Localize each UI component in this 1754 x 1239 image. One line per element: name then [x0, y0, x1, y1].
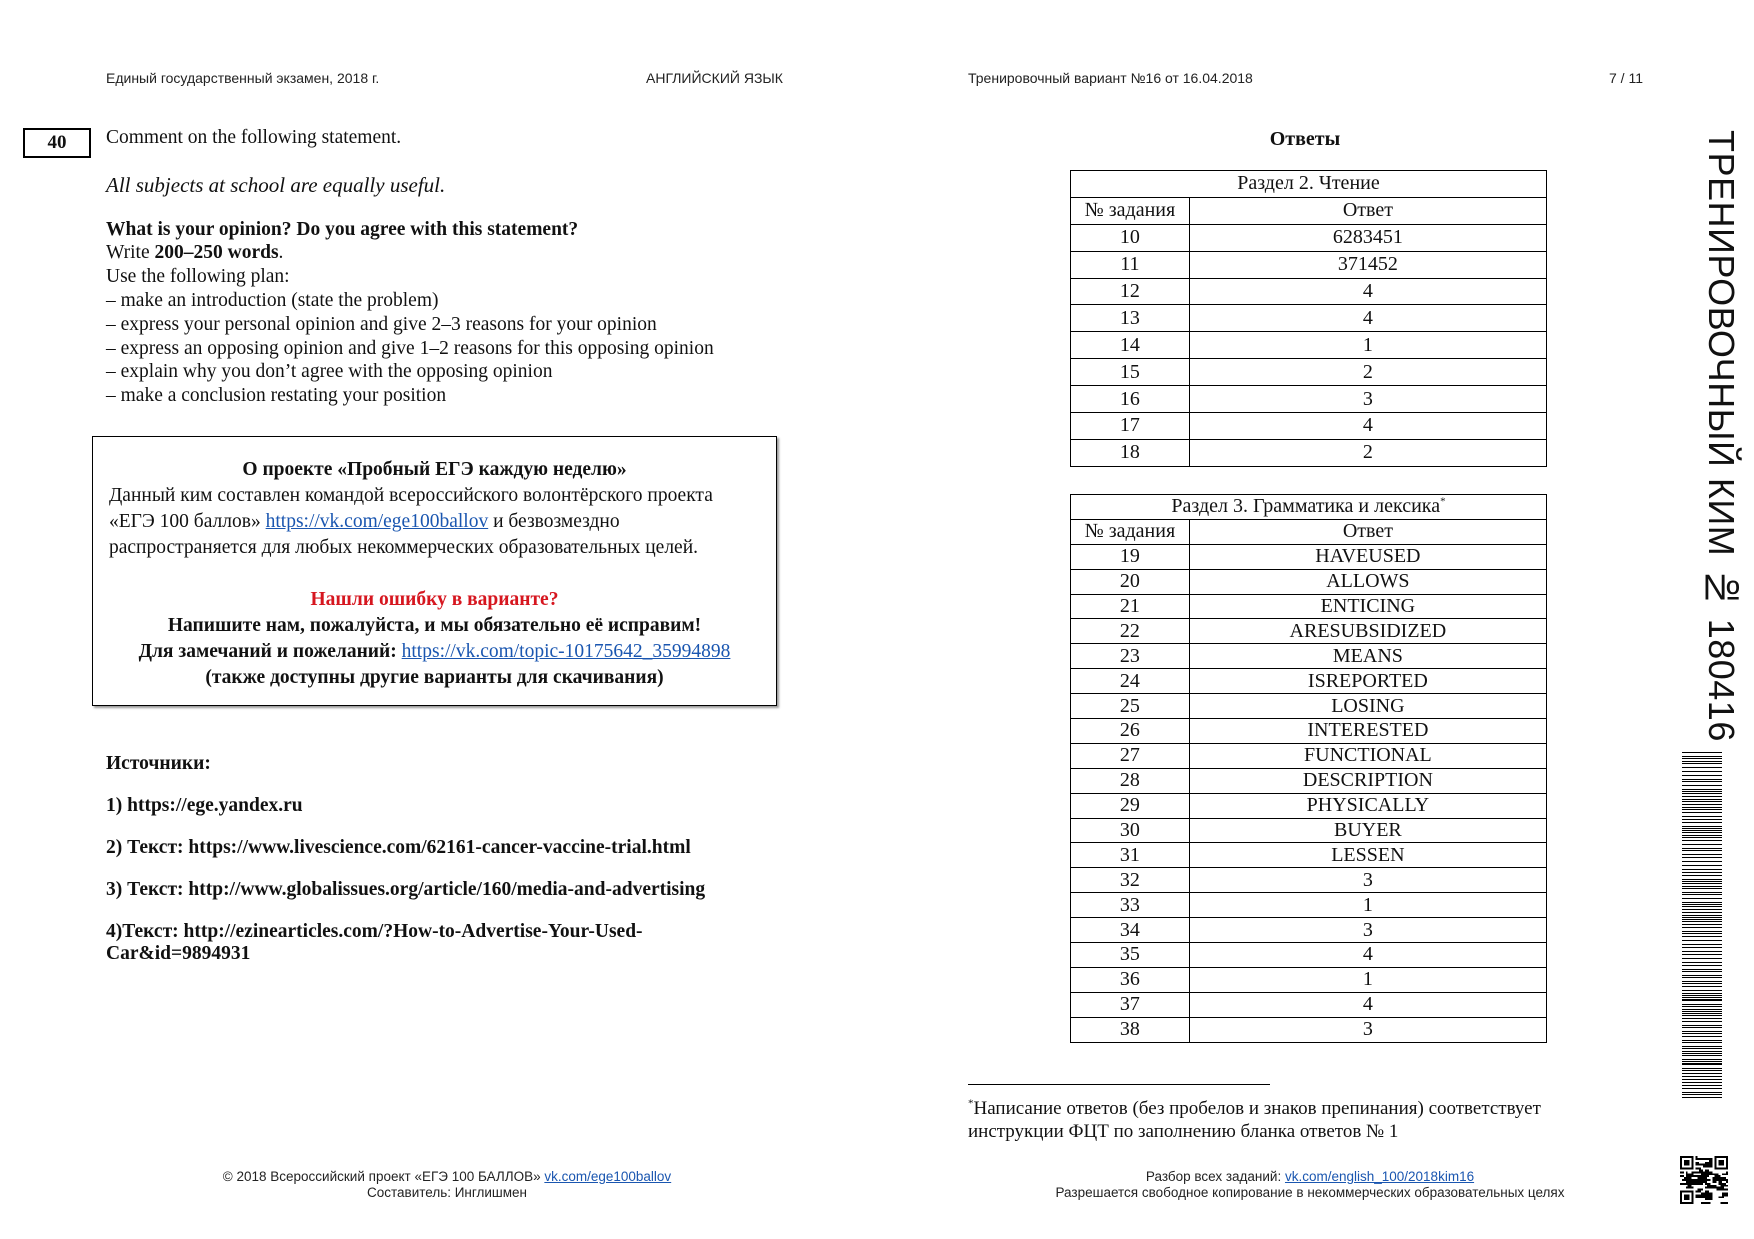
answer-cell: 3	[1189, 918, 1546, 943]
section2-title: Раздел 2. Чтение	[1071, 171, 1547, 198]
answer-cell: 1	[1189, 332, 1546, 359]
task-num-cell: 13	[1071, 305, 1190, 332]
answer-cell: ALLOWS	[1189, 569, 1546, 594]
task-num-cell: 22	[1071, 619, 1190, 644]
qr-code-icon	[1680, 1156, 1728, 1204]
col-num-header: № задания	[1071, 519, 1190, 544]
task-num-cell: 14	[1071, 332, 1190, 359]
task-write: Write 200–250 words.	[106, 242, 284, 264]
answer-row	[1071, 669, 1547, 694]
side-title: ТРЕНИРОВОЧНЫЙ КИМ № 180416	[1701, 130, 1742, 742]
barcode-icon	[1682, 752, 1722, 1100]
answer-cell: 371452	[1189, 251, 1546, 278]
footer-analysis-link[interactable]: vk.com/english_100/2018kim16	[1284, 1169, 1475, 1184]
header-variant: Тренировочный вариант №16 от 16.04.2018	[968, 70, 1253, 86]
answer-cell: 4	[1189, 943, 1546, 968]
answer-cell: LESSEN	[1189, 843, 1546, 868]
answers-table-section3	[1070, 494, 1547, 1043]
source-item: 1) https://ege.yandex.ru	[106, 795, 303, 816]
task-num-cell: 31	[1071, 843, 1190, 868]
footer-left: © 2018 Всероссийский проект «ЕГЭ 100 БАЛЛОВ» vk.com/ege100ballov Составитель: Инглишмен	[222, 1169, 672, 1200]
plan-item: – make a conclusion restating your position	[106, 385, 447, 407]
error-title: Нашли ошибку в варианте?	[310, 589, 559, 610]
task-num-cell: 30	[1071, 818, 1190, 843]
answer-cell: 2	[1189, 439, 1546, 466]
task-num-cell: 17	[1071, 413, 1190, 440]
answer-cell: PHYSICALLY	[1189, 793, 1546, 818]
answer-cell: 4	[1189, 992, 1546, 1017]
task-num-cell: 20	[1071, 569, 1190, 594]
col-ans-header: Ответ	[1189, 519, 1546, 544]
feedback-line: Для замечаний и пожеланий: https://vk.com/topic-10175642_35994898	[138, 641, 731, 662]
task-num-cell: 19	[1071, 544, 1190, 569]
answer-row	[1071, 793, 1547, 818]
task-num-cell: 25	[1071, 694, 1190, 719]
answer-cell: HAVEUSED	[1189, 544, 1546, 569]
task-num-cell: 35	[1071, 943, 1190, 968]
task-num-cell: 28	[1071, 768, 1190, 793]
answer-cell: LOSING	[1189, 694, 1546, 719]
task-40	[106, 126, 786, 408]
answer-row	[1071, 719, 1547, 744]
source-item: 2) Текст: https://www.livescience.com/62161-cancer-vaccine-trial.html	[106, 837, 691, 858]
task-num-cell: 11	[1071, 251, 1190, 278]
answer-row	[1071, 619, 1547, 644]
task-num-cell: 29	[1071, 793, 1190, 818]
answer-row	[1071, 332, 1547, 359]
answer-cell: 4	[1189, 278, 1546, 305]
answer-cell: DESCRIPTION	[1189, 768, 1546, 793]
task-num-cell: 15	[1071, 359, 1190, 386]
answer-row	[1071, 992, 1547, 1017]
footnote: *Написание ответов (без пробелов и знаков препинания) соответствует инструкции ФЦТ по заполнению бланка ответов № 1	[968, 1097, 1541, 1142]
answer-cell: 2	[1189, 359, 1546, 386]
sources-title: Источники:	[106, 753, 211, 774]
answer-cell: 3	[1189, 1017, 1546, 1042]
plan-item: – express your personal opinion and give 2–3 reasons for your opinion	[106, 313, 657, 335]
task-num-cell: 37	[1071, 992, 1190, 1017]
header-exam: Единый государственный экзамен, 2018 г.	[106, 70, 380, 86]
answer-cell: 6283451	[1189, 224, 1546, 251]
answer-cell: 1	[1189, 967, 1546, 992]
feedback-link[interactable]: https://vk.com/topic-10175642_35994898	[401, 641, 731, 662]
answer-row	[1071, 386, 1547, 413]
answer-cell: INTERESTED	[1189, 719, 1546, 744]
footnote-divider	[968, 1084, 1270, 1085]
answer-row	[1071, 305, 1547, 332]
answer-row	[1071, 644, 1547, 669]
task-num-cell: 33	[1071, 893, 1190, 918]
answers-title: Ответы	[1269, 128, 1341, 150]
about-line1: Данный ким составлен командой всероссийского волонтёрского проекта	[109, 485, 713, 506]
footer-right: Разбор всех заданий: vk.com/english_100/2018kim16 Разрешается свободное копирование в некоммерческих образовательных целях	[1055, 1169, 1565, 1200]
answer-cell: 4	[1189, 305, 1546, 332]
answer-row	[1071, 843, 1547, 868]
answer-row	[1071, 439, 1547, 466]
answer-row	[1071, 818, 1547, 843]
footer-vk-link[interactable]: vk.com/ege100ballov	[544, 1169, 672, 1184]
answer-row	[1071, 893, 1547, 918]
answer-row	[1071, 544, 1547, 569]
about-line2: «ЕГЭ 100 баллов» https://vk.com/ege100ballov и безвозмездно	[109, 511, 620, 532]
task-num-cell: 27	[1071, 743, 1190, 768]
answers-table-section2	[1070, 170, 1547, 467]
answer-row	[1071, 569, 1547, 594]
answer-cell: FUNCTIONAL	[1189, 743, 1546, 768]
task-num-cell: 32	[1071, 868, 1190, 893]
plan-item: – express an opposing opinion and give 1–2 reasons for this opposing opinion	[106, 337, 714, 359]
task-intro: Comment on the following statement.	[106, 127, 402, 148]
source-item: 3) Текст: http://www.globalissues.org/article/160/media-and-advertising	[106, 879, 706, 900]
answer-cell: ARESUBSIDIZED	[1189, 619, 1546, 644]
error-line: Напишите нам, пожалуйста, и мы обязательно её исправим!	[167, 615, 702, 636]
answer-row	[1071, 943, 1547, 968]
source-item: 4)Текст: http://ezinearticles.com/?How-to-Advertise-Your-Used-Car&id=9894931	[106, 921, 643, 964]
task-statement: All subjects at school are equally useful.	[106, 172, 446, 197]
task-num-cell: 26	[1071, 719, 1190, 744]
answer-cell: ISREPORTED	[1189, 669, 1546, 694]
answer-row	[1071, 918, 1547, 943]
task-num-cell: 10	[1071, 224, 1190, 251]
answer-row	[1071, 251, 1547, 278]
answer-row	[1071, 768, 1547, 793]
task-num-cell: 23	[1071, 644, 1190, 669]
task-num-cell: 38	[1071, 1017, 1190, 1042]
task-plan-intro: Use the following plan:	[106, 266, 290, 288]
task-num-cell: 21	[1071, 594, 1190, 619]
sources	[106, 753, 806, 985]
plan-item: – make an introduction (state the problem)	[106, 289, 439, 311]
task-question: What is your opinion? Do you agree with this statement?	[106, 218, 579, 240]
ege100-link[interactable]: https://vk.com/ege100ballov	[265, 511, 489, 532]
task-num-cell: 18	[1071, 439, 1190, 466]
col-num-header: № задания	[1071, 197, 1190, 224]
header-subject: АНГЛИЙСКИЙ ЯЗЫК	[646, 70, 783, 86]
answer-row	[1071, 224, 1547, 251]
answer-cell: 1	[1189, 893, 1546, 918]
answer-row	[1071, 743, 1547, 768]
answer-cell: MEANS	[1189, 644, 1546, 669]
task-num-cell: 12	[1071, 278, 1190, 305]
answer-row	[1071, 967, 1547, 992]
answer-row	[1071, 1017, 1547, 1042]
task-num-cell: 34	[1071, 918, 1190, 943]
answer-row	[1071, 413, 1547, 440]
answer-cell: 4	[1189, 413, 1546, 440]
task-num-cell: 16	[1071, 386, 1190, 413]
col-ans-header: Ответ	[1189, 197, 1546, 224]
answer-row	[1071, 278, 1547, 305]
about-project-box	[92, 436, 777, 706]
about-title: О проекте «Пробный ЕГЭ каждую неделю»	[242, 459, 627, 480]
answer-cell: 3	[1189, 868, 1546, 893]
about-line3: распространяется для любых некоммерческих образовательных целей.	[109, 537, 699, 558]
other-variants: (также доступны другие варианты для скачивания)	[205, 667, 664, 688]
task-num-cell: 24	[1071, 669, 1190, 694]
section3-title: Раздел 3. Грамматика и лексика*	[1071, 495, 1547, 520]
answer-row	[1071, 694, 1547, 719]
answer-cell: ENTICING	[1189, 594, 1546, 619]
task-number-box: 40	[23, 128, 91, 158]
plan-item: – explain why you don’t agree with the opposing opinion	[106, 361, 553, 383]
page-number: 7 / 11	[1609, 70, 1643, 86]
answer-cell: BUYER	[1189, 818, 1546, 843]
answer-row	[1071, 359, 1547, 386]
answer-row	[1071, 594, 1547, 619]
task-num-cell: 36	[1071, 967, 1190, 992]
answer-cell: 3	[1189, 386, 1546, 413]
answer-row	[1071, 868, 1547, 893]
